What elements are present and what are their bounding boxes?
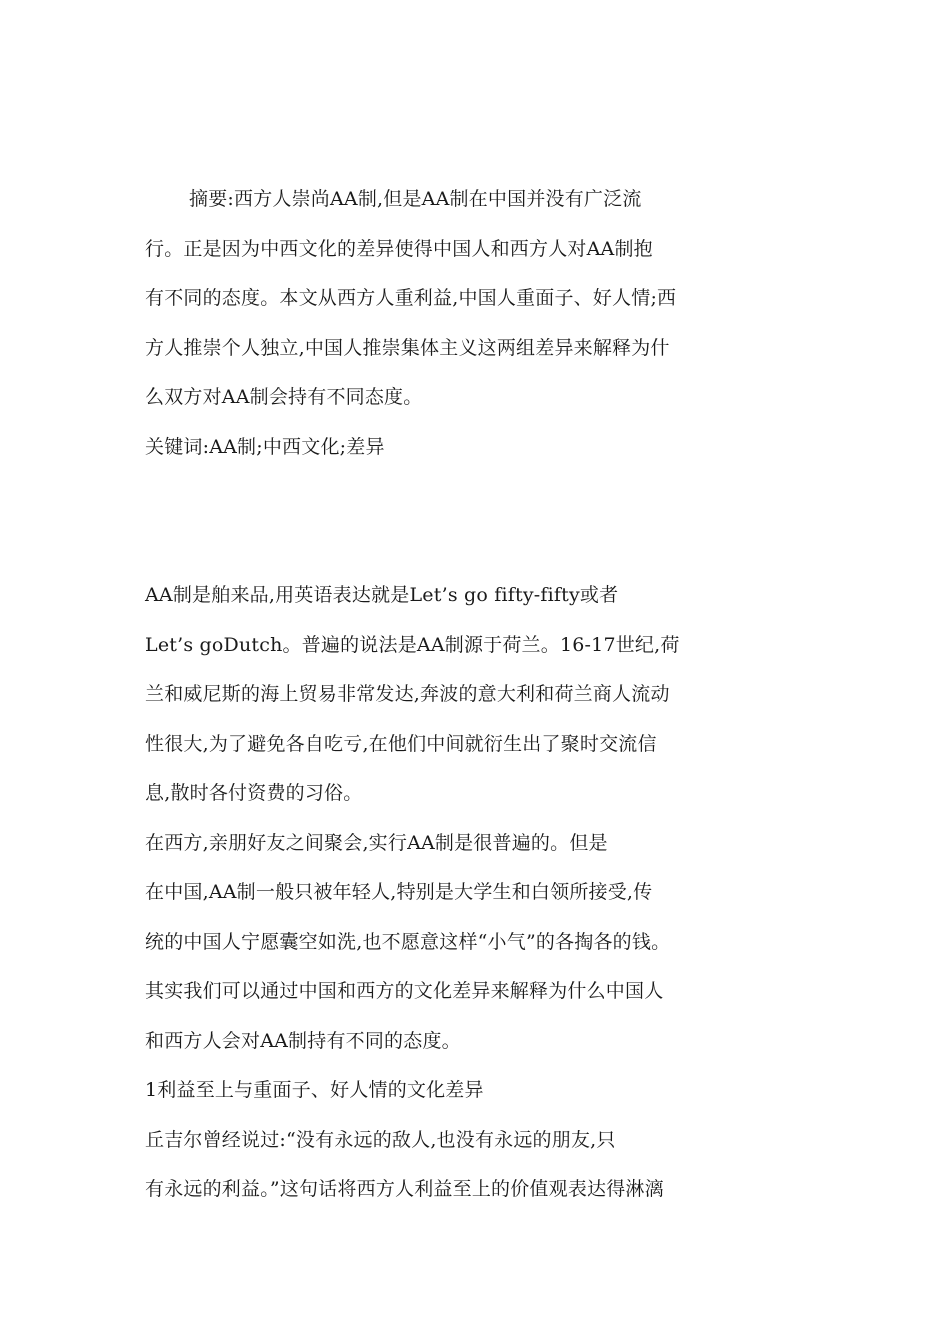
body-line: 在西方,亲朋好友之间聚会,实行AA制是很普遍的。但是 (145, 831, 608, 854)
body-line: 其实我们可以通过中国和西方的文化差异来解释为什么中国人 (145, 980, 664, 1002)
abstract-line: 有不同的态度。本文从西方人重利益,中国人重面子、好人情;西 (145, 287, 677, 309)
body-line: AA制是舶来品,用英语表达就是Let’s go fifty-fifty或者 (145, 584, 619, 606)
keywords-line: 关键词:AA制;中西文化;差异 (145, 435, 385, 458)
body-line: 兰和威尼斯的海上贸易非常发达,奔波的意大利和荷兰商人流动 (145, 683, 670, 705)
body-line: 性很大,为了避免各自吃亏,在他们中间就衍生出了聚时交流信 (145, 732, 657, 755)
body-line: 息,散时各付资费的习俗。 (145, 782, 363, 804)
abstract-section (145, 175, 805, 472)
body-line: 在中国,AA制一般只被年轻人,特别是大学生和白领所接受,传 (145, 881, 653, 903)
body-line: Let’s goDutch。普遍的说法是AA制源于荷兰。16-17世纪,荷 (145, 633, 680, 656)
abstract-line: 方人推崇个人独立,中国人推崇集体主义这两组差异来解释为什 (145, 336, 670, 359)
abstract-line: 摘要:西方人崇尚AA制,但是AA制在中国并没有广泛流 (189, 188, 642, 210)
body-line: 有永远的利益。”这句话将西方人利益至上的价值观表达得淋漓 (145, 1178, 664, 1200)
abstract-line: 行。正是因为中西文化的差异使得中国人和西方人对AA制抱 (145, 237, 653, 260)
abstract-line: 么双方对AA制会持有不同态度。 (145, 386, 423, 408)
body-section (145, 571, 805, 1215)
body-line: 和西方人会对AA制持有不同的态度。 (145, 1029, 461, 1052)
section-heading: 1利益至上与重面子、好人情的文化差异 (145, 1079, 484, 1101)
body-line: 统的中国人宁愿囊空如洗,也不愿意这样“小气”的各掏各的钱。 (145, 930, 671, 953)
body-line: 丘吉尔曾经说过:“没有永远的敌人,也没有永远的朋友,只 (145, 1128, 616, 1151)
